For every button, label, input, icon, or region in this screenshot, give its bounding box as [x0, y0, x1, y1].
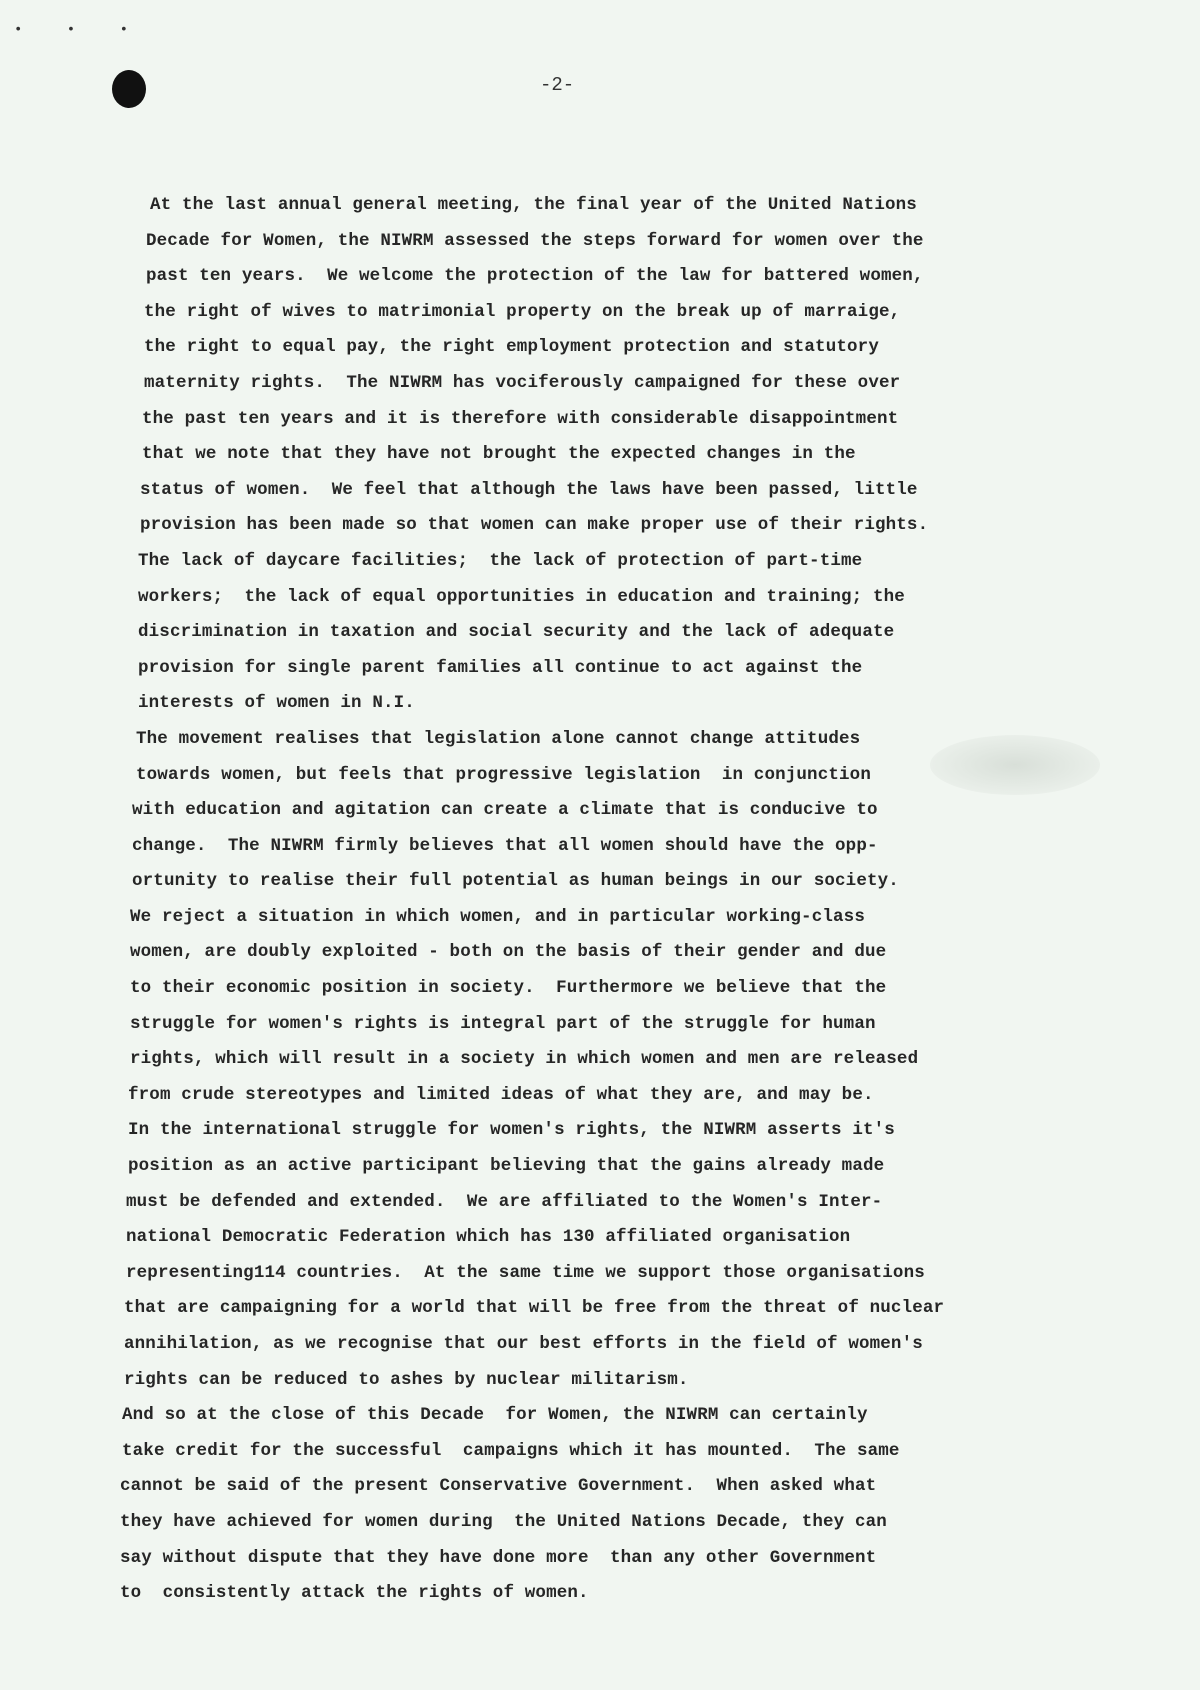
- text-line: cannot be said of the present Conservative Government. When asked what: [120, 1476, 877, 1497]
- hole-punch-mark: [112, 70, 146, 108]
- text-line: position as an active participant believing that the gains already made: [128, 1156, 885, 1177]
- text-line: interests of women in N.I.: [138, 693, 415, 714]
- text-line: Decade for Women, the NIWRM assessed the steps forward for women over the: [146, 230, 924, 251]
- text-line: We reject a situation in which women, and in particular working-class: [130, 906, 865, 927]
- text-line: the past ten years and it is therefore with considerable disappointment: [142, 408, 899, 429]
- text-line: workers; the lack of equal opportunities in education and training; the: [138, 586, 905, 607]
- text-line: maternity rights. The NIWRM has vociferously campaigned for these over: [144, 372, 901, 393]
- text-line: At the last annual general meeting, the final year of the United Nations: [150, 195, 917, 215]
- text-line: The lack of daycare facilities; the lack of protection of part-time: [138, 550, 863, 571]
- text-line: In the international struggle for women's rights, the NIWRM asserts it's: [128, 1120, 895, 1141]
- text-line: from crude stereotypes and limited ideas of what they are, and may be.: [128, 1084, 874, 1105]
- text-line: The movement realises that legislation alone cannot change attitudes: [136, 728, 861, 749]
- text-line: that are campaigning for a world that will be free from the threat of nuclear: [124, 1298, 945, 1319]
- text-line: rights, which will result in a society in which women and men are released: [130, 1049, 919, 1070]
- text-line: provision has been made so that women can make proper use of their rights.: [140, 515, 929, 536]
- corner-marks: • • •: [14, 22, 147, 38]
- text-line: must be defended and extended. We are affiliated to the Women's Inter-: [126, 1191, 883, 1212]
- text-line: annihilation, as we recognise that our best efforts in the field of women's: [124, 1334, 923, 1354]
- text-line: that we note that they have not brought the expected changes in the: [142, 444, 856, 465]
- text-line: the right of wives to matrimonial property on the break up of marraige,: [144, 301, 901, 322]
- text-line: the right to equal pay, the right employment protection and statutory: [144, 337, 879, 358]
- text-line: ortunity to realise their full potential as human beings in our society.: [132, 871, 899, 892]
- text-line: they have achieved for women during the United Nations Decade, they can: [120, 1511, 887, 1532]
- page-number: -2-: [540, 74, 575, 96]
- text-line: past ten years. We welcome the protection of the law for battered women,: [146, 266, 924, 287]
- text-line: take credit for the successful campaigns which it has mounted. The same: [122, 1440, 900, 1461]
- text-line: say without dispute that they have done more than any other Government: [120, 1547, 877, 1568]
- text-line: And so at the close of this Decade for Women, the NIWRM can certainly: [122, 1405, 868, 1426]
- text-line: towards women, but feels that progressive legislation in conjunction: [136, 764, 871, 785]
- text-line: struggle for women's rights is integral part of the struggle for human: [130, 1013, 876, 1034]
- text-line: women, are doubly exploited - both on the basis of their gender and due: [130, 942, 887, 963]
- text-line: provision for single parent families all continue to act against the: [138, 657, 863, 678]
- text-line: status of women. We feel that although the laws have been passed, little: [140, 479, 918, 500]
- text-line: discrimination in taxation and social security and the lack of adequate: [138, 622, 895, 643]
- text-line: change. The NIWRM firmly believes that all women should have the opp-: [132, 835, 878, 856]
- typed-body-text: [120, 188, 1076, 1612]
- text-line: with education and agitation can create a climate that is conducive to: [132, 800, 878, 821]
- text-line: to consistently attack the rights of women.: [120, 1583, 589, 1604]
- text-line: to their economic position in society. Furthermore we believe that the: [130, 978, 887, 999]
- text-line: national Democratic Federation which has 130 affiliated organisation: [126, 1227, 851, 1248]
- text-line: rights can be reduced to ashes by nuclear militarism.: [124, 1369, 689, 1390]
- text-line: representing114 countries. At the same time we support those organisations: [126, 1262, 925, 1283]
